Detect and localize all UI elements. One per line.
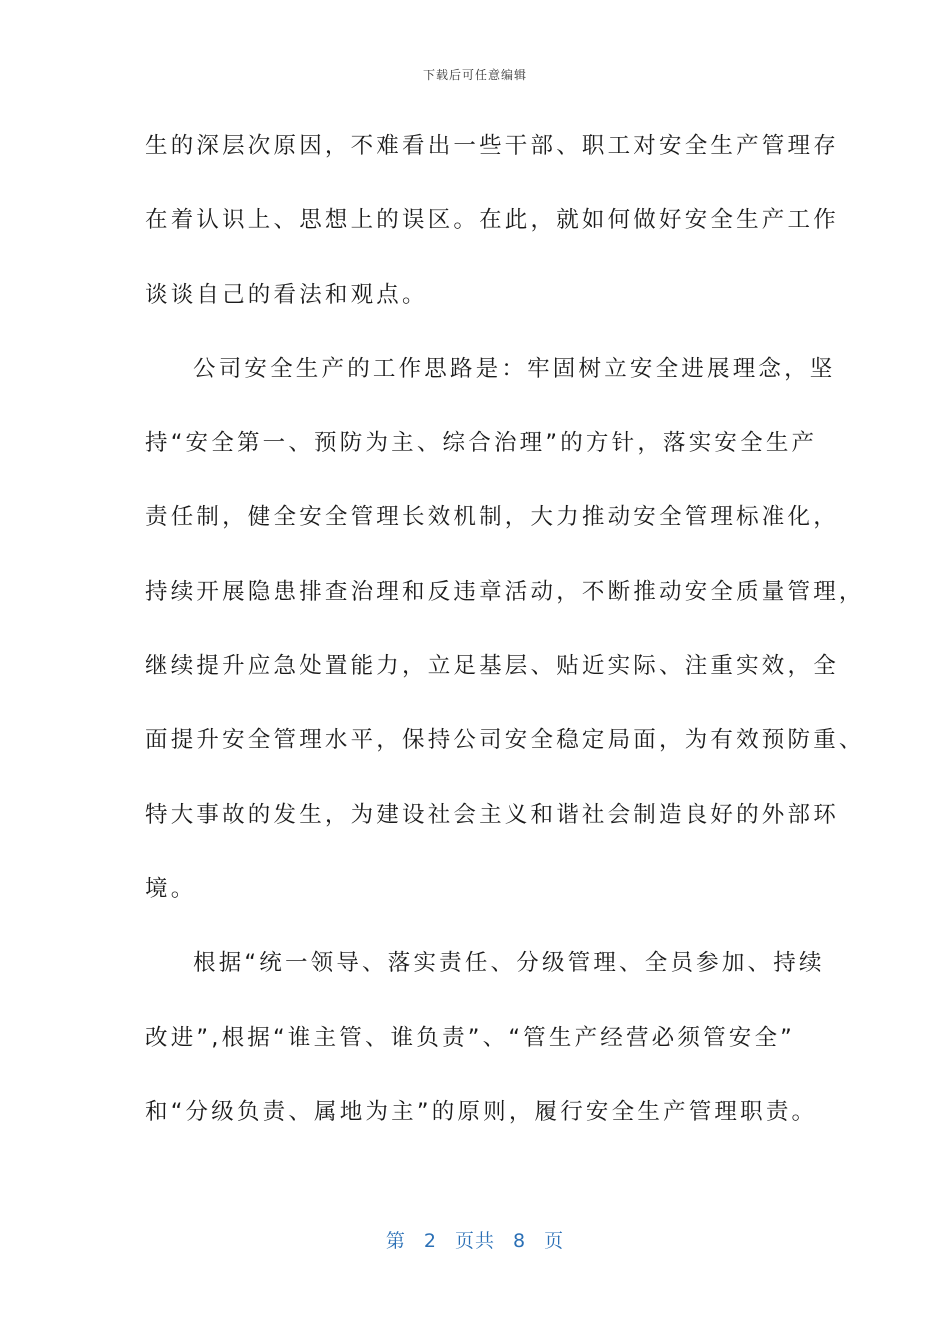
paragraph bbox=[145, 345, 865, 939]
page-header: 下载后可任意编辑 bbox=[422, 68, 527, 82]
total-page-number: 8 bbox=[513, 1230, 527, 1252]
text-line: 面提升安全管理水平，保持公司安全稳定局面，为有效预防重、 bbox=[145, 727, 865, 754]
text-line: 和“分级负责、属地为主”的原则，履行安全生产管理职责。 bbox=[145, 1098, 818, 1125]
text-line: 改进”,根据“谁主管、谁负责”、“管生产经营必须管安全” bbox=[145, 1024, 796, 1051]
text-line: 持“安全第一、预防为主、综合治理”的方针，落实安全生产 bbox=[145, 430, 818, 457]
paragraph bbox=[145, 122, 839, 345]
footer-suffix: 页 bbox=[544, 1230, 565, 1252]
footer-middle: 页共 bbox=[454, 1230, 495, 1252]
text-line: 根据“统一领导、落实责任、分级管理、全员参加、持续 bbox=[193, 950, 825, 977]
page-footer bbox=[0, 1226, 950, 1253]
paragraph bbox=[145, 939, 825, 1162]
text-line: 在着认识上、思想上的误区。在此，就如何做好安全生产工作 bbox=[145, 207, 839, 234]
text-line: 继续提升应急处置能力，立足基层、贴近实际、注重实效，全 bbox=[145, 653, 839, 680]
text-line: 谈谈自己的看法和观点。 bbox=[145, 281, 428, 308]
text-line: 特大事故的发生，为建设社会主义和谐社会制造良好的外部环 bbox=[145, 801, 839, 828]
text-line: 生的深层次原因，不难看出一些干部、职工对安全生产管理存 bbox=[145, 133, 839, 159]
footer-prefix: 第 bbox=[385, 1230, 406, 1252]
text-line: 公司安全生产的工作思路是：牢固树立安全进展理念，坚 bbox=[193, 355, 836, 382]
document-body bbox=[145, 122, 865, 1162]
text-line: 责任制，健全安全管理长效机制，大力推动安全管理标准化， bbox=[145, 504, 839, 531]
text-line: 持续开展隐患排查治理和反违章活动，不断推动安全质量管理， bbox=[145, 578, 865, 605]
text-line: 境。 bbox=[145, 875, 197, 902]
current-page-number: 2 bbox=[423, 1230, 437, 1252]
